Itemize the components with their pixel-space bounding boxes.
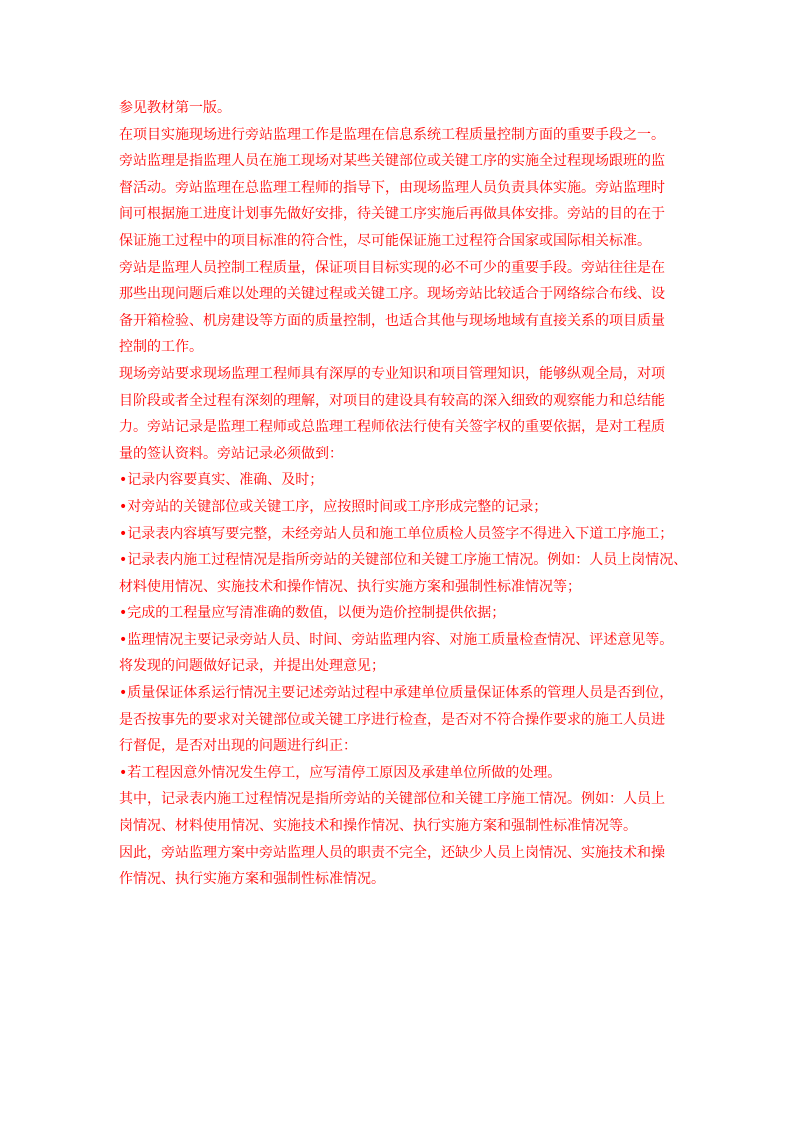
text-line: 那些出现问题后难以处理的关键过程或关键工序。现场旁站比较适合于网络综合布线、设 [119, 286, 665, 303]
bullet-item: •质量保证体系运行情况主要记述旁站过程中承建单位质量保证体系的管理人员是否到位， [119, 685, 674, 702]
bullet-item: •监理情况主要记录旁站人员、时间、旁站监理内容、对施工质量检查情况、评述意见等。 [119, 631, 674, 648]
text-line: 在项目实施现场进行旁站监理工作是监理在信息系统工程质量控制方面的重要手段之一。 [119, 126, 665, 143]
text-line: 目阶段或者全过程有深刻的理解，对项目的建设具有较高的深入细致的观察能力和总结能 [119, 392, 665, 409]
document-body [119, 95, 699, 893]
text-line: 材料使用情况、实施技术和操作情况、执行实施方案和强制性标准情况等； [119, 578, 581, 595]
bullet-item: •记录表内容填写要完整，未经旁站人员和施工单位质检人员签字不得进入下道工序施工； [119, 525, 674, 542]
text-line: 将发现的问题做好记录，并提出处理意见； [119, 658, 385, 675]
text-line: 行督促，是否对出现的问题进行纠正： [119, 738, 357, 755]
text-line: 备开箱检验、机房建设等方面的质量控制，也适合其他与现场地域有直接关系的项目质量 [119, 312, 665, 329]
text-line: 现场旁站要求现场监理工程师具有深厚的专业知识和项目管理知识，能够纵观全局，对项 [119, 365, 665, 382]
text-line: 督活动。旁站监理在总监理工程师的指导下，由现场监理人员负责具体实施。旁站监理时 [119, 179, 665, 196]
text-line: 控制的工作。 [119, 339, 203, 356]
bullet-item: •记录表内施工过程情况是指所旁站的关键部位和关键工序施工情况。例如：人员上岗情况、 [119, 552, 688, 569]
bullet-item: •完成的工程量应写清准确的数值，以便为造价控制提供依据； [119, 605, 506, 622]
text-line: 旁站监理是指监理人员在施工现场对某些关键部位或关键工序的实施全过程现场跟班的监 [119, 153, 665, 170]
text-line: 作情况、执行实施方案和强制性标准情况。 [119, 871, 385, 888]
bullet-item: •记录内容要真实、准确、及时； [119, 472, 324, 489]
text-line: 量的签认资料。旁站记录必须做到： [119, 445, 343, 462]
text-line: 参见教材第一版。 [119, 100, 231, 116]
text-line: 间可根据施工进度计划事先做好安排，待关键工序实施后再做具体安排。旁站的目的在于 [119, 206, 665, 223]
text-line: 岗情况、材料使用情况、实施技术和操作情况、执行实施方案和强制性标准情况等。 [119, 818, 637, 835]
text-line: 是否按事先的要求对关键部位或关键工序进行检查，是否对不符合操作要求的施工人员进 [119, 711, 665, 728]
bullet-item: •对旁站的关键部位或关键工序，应按照时间或工序形成完整的记录； [119, 498, 548, 515]
text-line: 力。旁站记录是监理工程师或总监理工程师依法行使有关签字权的重要依据，是对工程质 [119, 419, 665, 436]
text-line: 因此，旁站监理方案中旁站监理人员的职责不完全，还缺少人员上岗情况、实施技术和操 [119, 844, 665, 861]
bullet-item: •若工程因意外情况发生停工，应写清停工原因及承建单位所做的处理。 [119, 764, 562, 781]
text-line: 保证施工过程中的项目标准的符合性，尽可能保证施工过程符合国家或国际相关标准。 [119, 232, 651, 249]
text-line: 其中，记录表内施工过程情况是指所旁站的关键部位和关键工序施工情况。例如：人员上 [119, 791, 665, 808]
text-line: 旁站是监理人员控制工程质量，保证项目目标实现的必不可少的重要手段。旁站往往是在 [119, 259, 665, 276]
